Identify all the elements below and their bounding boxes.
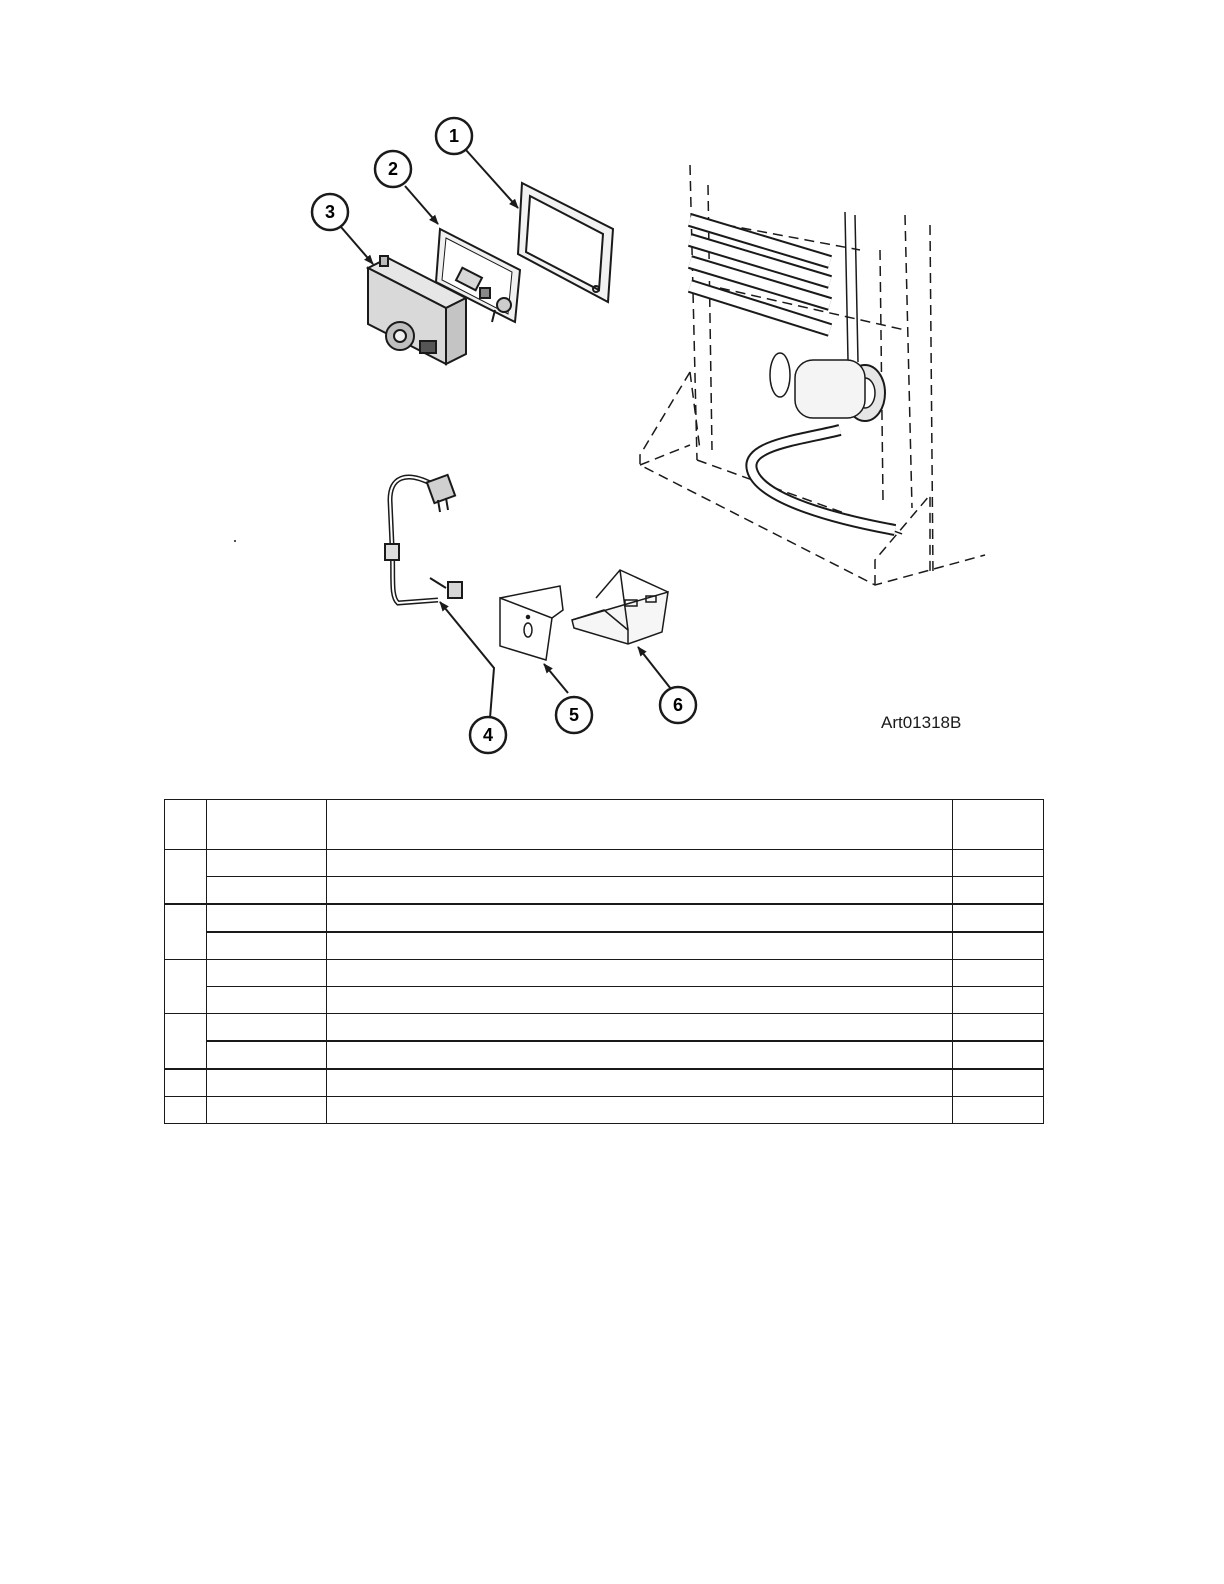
cell [952, 904, 1043, 932]
table-row [165, 1041, 1044, 1069]
callout-5 [556, 697, 592, 733]
cell [207, 1014, 327, 1042]
cell [952, 1014, 1043, 1042]
art-reference-code: Art01318B [881, 713, 962, 732]
callout-2 [375, 151, 411, 187]
item-cell [165, 1097, 207, 1124]
cell [207, 1041, 327, 1069]
table-row [165, 1014, 1044, 1042]
table-row [165, 877, 1044, 905]
table-row [165, 1097, 1044, 1124]
cell [207, 932, 327, 960]
cell [327, 1069, 953, 1097]
callout-1 [436, 118, 472, 154]
header-cell [165, 800, 207, 850]
header-cell [327, 800, 953, 850]
cell [207, 877, 327, 905]
cell [207, 1069, 327, 1097]
cell [327, 932, 953, 960]
cell [327, 877, 953, 905]
part-5-bracket [500, 586, 563, 660]
table-row [165, 960, 1044, 987]
table-row [165, 987, 1044, 1014]
cell [207, 850, 327, 877]
cell [327, 1041, 953, 1069]
cell [327, 904, 953, 932]
part-1-frame [518, 183, 613, 302]
header-cell [952, 800, 1043, 850]
exploded-parts-diagram [0, 0, 1224, 790]
table-row [165, 1069, 1044, 1097]
cooling-coils [690, 212, 895, 530]
cell [207, 987, 327, 1014]
stray-dot [234, 540, 236, 542]
table-row [165, 904, 1044, 932]
cell [207, 960, 327, 987]
cell [952, 987, 1043, 1014]
svg-text:6: 6 [672, 695, 684, 715]
header-cell [207, 800, 327, 850]
cell [207, 904, 327, 932]
item-cell [165, 1014, 207, 1070]
cell [207, 1097, 327, 1124]
part-4-power-cord [385, 475, 462, 603]
part-6-cover [572, 570, 668, 644]
table-row [165, 850, 1044, 877]
cell [327, 1014, 953, 1042]
cell [952, 1041, 1043, 1069]
item-cell [165, 904, 207, 960]
item-cell [165, 1069, 207, 1097]
table-row [165, 932, 1044, 960]
callout-6 [660, 687, 696, 723]
cell [952, 932, 1043, 960]
svg-text:3: 3 [324, 202, 336, 222]
cell [952, 877, 1043, 905]
svg-text:1: 1 [448, 126, 460, 146]
item-cell [165, 850, 207, 905]
callout-4 [470, 717, 506, 753]
table-header-row [165, 800, 1044, 850]
cell [952, 850, 1043, 877]
cell [327, 1097, 953, 1124]
cell [952, 1069, 1043, 1097]
item-cell [165, 960, 207, 1014]
cell [327, 960, 953, 987]
cell [327, 987, 953, 1014]
svg-text:2: 2 [387, 159, 399, 179]
cell [952, 960, 1043, 987]
cell [952, 1097, 1043, 1124]
callout-3 [312, 194, 348, 230]
svg-text:5: 5 [568, 705, 580, 725]
cell [327, 850, 953, 877]
parts-table [164, 799, 1044, 1124]
svg-text:4: 4 [482, 725, 494, 745]
